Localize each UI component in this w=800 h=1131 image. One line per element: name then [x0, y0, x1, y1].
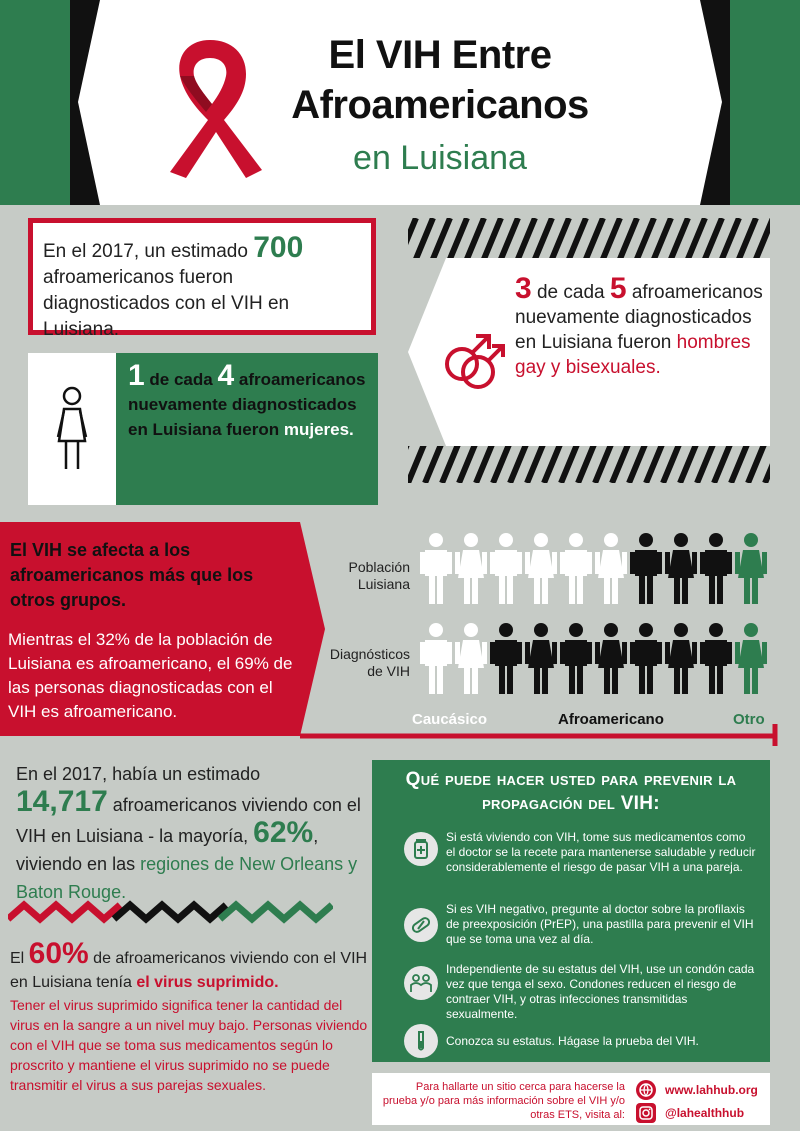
instagram-handle[interactable]: @lahealthhub: [665, 1106, 745, 1120]
row-label-diagnoses: Diagnósticos de VIH: [329, 646, 410, 679]
women-num-1: 1: [128, 359, 145, 392]
zigzag-divider: [8, 897, 333, 933]
stat60-number: 60%: [28, 937, 89, 970]
stat14-pre: En el 2017, había un estimado: [16, 764, 261, 784]
title-line-3: en Luisiana: [353, 139, 527, 177]
test-tube-icon: [404, 1024, 438, 1058]
stat-700-pre: En el 2017, un estimado: [43, 241, 254, 262]
person-figure: [455, 533, 487, 604]
person-figure: [595, 623, 627, 694]
footer-text: Para hallarte un sitio cerca para hacerse la prueba y/o para más información sobre el VIH y/o otras ETS, visita al:: [382, 1081, 625, 1121]
woman-icon: [52, 385, 92, 475]
gay-bisexual-text: [515, 272, 765, 380]
women-stat-box: [116, 353, 378, 505]
stat-14717: [16, 760, 366, 906]
person-figure: [735, 533, 767, 604]
row-label-population: Población Luisiana: [348, 559, 410, 592]
title-line-1: El VIH Entre: [328, 33, 552, 77]
stat-700-box: [28, 218, 376, 340]
stat14-regions: regiones de New Orleans y Baton Rouge.: [16, 854, 358, 902]
title-line-2: Afroamericanos: [291, 83, 589, 127]
women-num-2: 4: [217, 359, 235, 392]
person-figure: [525, 623, 557, 694]
male-male-symbol-icon: [440, 326, 508, 394]
person-figure: [665, 533, 697, 604]
stat14-percent: 62%: [253, 816, 314, 849]
stat-60: [10, 937, 375, 995]
person-figure: [630, 623, 662, 694]
person-figure: [490, 533, 522, 604]
instagram-icon: [636, 1103, 656, 1123]
disparity-title: El VIH se afecta a los afroamericanos más que los otros grupos.: [10, 540, 254, 610]
person-figure: [595, 533, 627, 604]
gay-num-2: 5: [609, 272, 627, 305]
person-figure: [560, 623, 592, 694]
website-link[interactable]: www.lahhub.org: [665, 1083, 758, 1097]
prevention-item-3: Independiente de su estatus del VIH, use un condón cada vez que tenga el sexo. Condones reducen el riesgo de contraer VIH, y otras infecciones transmitidas sexualmente.: [446, 962, 755, 1021]
stat60-highlight: el virus suprimido.: [136, 974, 279, 991]
category-label-caucasico: Caucásico: [412, 711, 488, 728]
person-figure: [490, 623, 522, 694]
stat14-number: 14,717: [16, 785, 108, 818]
women-mid: de cada: [144, 370, 218, 389]
suppressed-virus-text: Tener el virus suprimido significa tener la cantidad del virus en la sangre a un nivel muy bajo. Personas viviendo con el VIH que se toma sus medicamentos según lo proscrito y mantiene el virus suprimido no se puede transmitir el virus a sus parejas sexuales.: [10, 997, 368, 1093]
stat60-pre: El: [10, 950, 29, 967]
gay-mid: de cada: [531, 282, 610, 303]
person-figure: [700, 623, 732, 694]
person-figure: [420, 623, 452, 694]
page-title: [250, 30, 630, 186]
person-figure: [700, 533, 732, 604]
gay-text-body: afroamericanos nuevamente diagnosticados en Luisiana fueron: [515, 282, 763, 353]
category-label-afroamericano: Afroamericano: [558, 711, 664, 728]
pictograph: [418, 528, 778, 708]
women-highlight: mujeres.: [283, 420, 354, 439]
disparity-body: Mientras el 32% de la población de Luisiana es afroamericano, el 69% de las personas diagnosticadas con el VIH es afroamericano.: [8, 630, 293, 721]
gay-num-1: 3: [515, 272, 532, 305]
prevention-item-1: Si está viviendo con VIH, tome sus medicamentos como el doctor se la recete para mantenerse saludable y reducir considerablemente el riesgo de pasar VIH a una pareja.: [446, 830, 756, 874]
globe-icon: [636, 1080, 656, 1100]
stat14-post: , viviendo en las: [16, 826, 319, 874]
stat-700-post: afroamericanos fueron diagnosticados con el VIH en Luisiana.: [43, 267, 290, 340]
medicine-bottle-icon: [404, 832, 438, 866]
header: [0, 0, 800, 205]
women-text: afroamericanos nuevamente diagnosticados en Luisiana fueron: [128, 370, 366, 439]
prevention-title: Qué puede hacer usted para prevenir la propagación del VIH:: [405, 769, 737, 814]
stat14-mid: afroamericanos viviendo con el VIH en Luisiana - la mayoría,: [16, 795, 361, 846]
pill-icon: [404, 908, 438, 942]
person-figure: [455, 623, 487, 694]
woman-icon-box: [28, 353, 116, 505]
gay-highlight: hombres gay y bisexuales.: [515, 332, 751, 378]
prevention-item-4: Conozca su estatus. Hágase la prueba del VIH.: [446, 1034, 699, 1048]
person-figure: [630, 533, 662, 604]
category-label-otro: Otro: [733, 711, 765, 728]
stat-700-number: 700: [253, 231, 304, 264]
person-figure: [560, 533, 592, 604]
stat60-mid: de afroamericanos viviendo con el VIH en Luisiana tenía: [10, 950, 368, 991]
prevention-item-2: Si es VIH negativo, pregunte al doctor sobre la profilaxis de preexposición (PrEP), una pastilla para prevenir el VIH que se toma una vez al día.: [446, 902, 754, 946]
person-figure: [525, 533, 557, 604]
person-figure: [735, 623, 767, 694]
person-figure: [665, 623, 697, 694]
person-figure: [420, 533, 452, 604]
people-icon: [404, 966, 438, 1000]
